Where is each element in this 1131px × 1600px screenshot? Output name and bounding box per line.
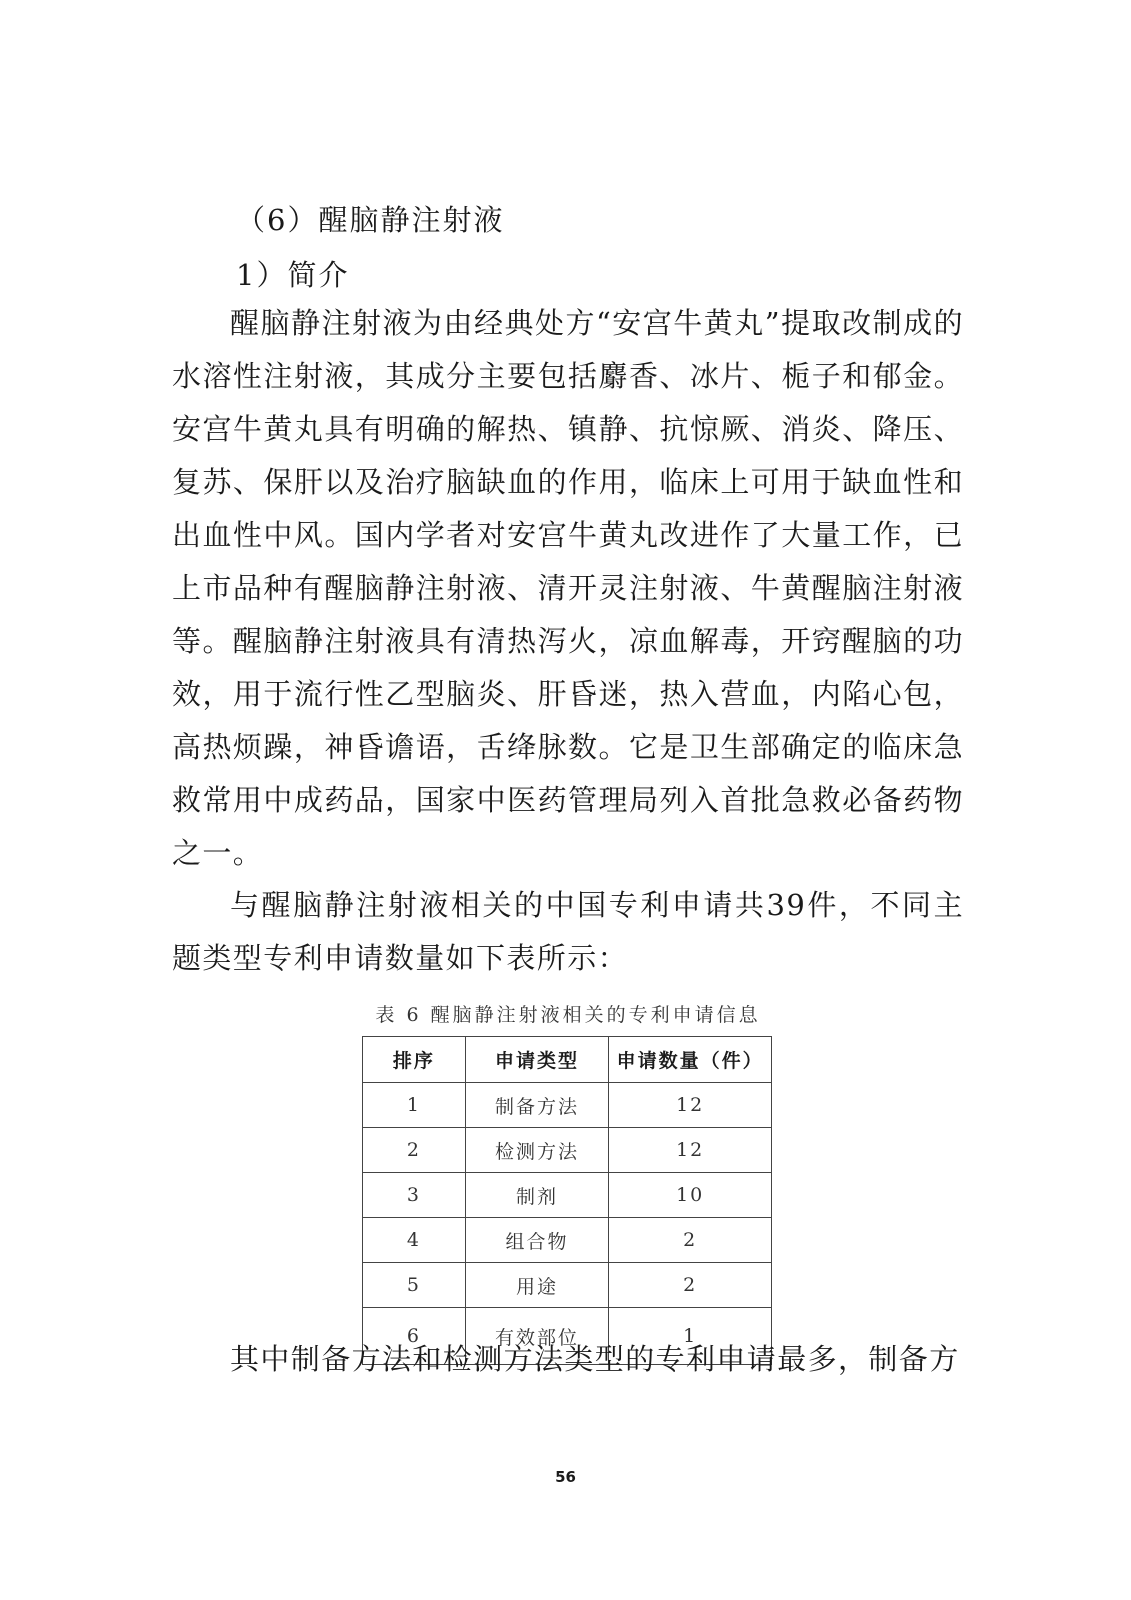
table-row — [363, 1173, 772, 1218]
cell-rank: 3 — [363, 1173, 466, 1218]
cell-count: 2 — [609, 1218, 772, 1263]
cell-type: 组合物 — [465, 1218, 609, 1263]
header-type: 申请类型 — [465, 1037, 609, 1083]
table-row — [363, 1083, 772, 1128]
patent-table — [362, 1036, 772, 1365]
cell-count: 10 — [609, 1173, 772, 1218]
page-number: 56 — [555, 1468, 576, 1486]
table-caption: 表 6 醒脑静注射液相关的专利申请信息 — [375, 1004, 761, 1026]
header-count: 申请数量（件） — [609, 1037, 772, 1083]
summary-paragraph: 其中制备方法和检测方法类型的专利申请最多，制备方 — [230, 1342, 960, 1376]
cell-type: 制备方法 — [465, 1083, 609, 1128]
cell-type: 检测方法 — [465, 1128, 609, 1173]
table-header-row — [363, 1037, 772, 1083]
cell-rank: 5 — [363, 1263, 466, 1308]
section-heading: （6）醒脑静注射液 — [236, 203, 505, 237]
header-rank: 排序 — [363, 1037, 466, 1083]
cell-type: 用途 — [465, 1263, 609, 1308]
subheading-intro: 1）简介 — [236, 258, 350, 292]
table-row — [363, 1263, 772, 1308]
cell-count: 12 — [609, 1083, 772, 1128]
cell-rank: 4 — [363, 1218, 466, 1263]
cell-rank: 2 — [363, 1128, 466, 1173]
cell-rank: 6 — [363, 1308, 466, 1365]
cell-count: 2 — [609, 1263, 772, 1308]
cell-count: 12 — [609, 1128, 772, 1173]
cell-type: 制剂 — [465, 1173, 609, 1218]
table-row — [363, 1218, 772, 1263]
cell-type: 有效部位 — [465, 1308, 609, 1365]
patent-count-paragraph: 与醒脑静注射液相关的中国专利申请共39件，不同主题类型专利申请数量如下表所示： — [172, 888, 964, 975]
cell-count: 1 — [609, 1308, 772, 1365]
cell-rank: 1 — [363, 1083, 466, 1128]
intro-paragraph: 醒脑静注射液为由经典处方“安宫牛黄丸”提取改制成的水溶性注射液，其成分主要包括麝香、冰片、栀子和郁金。安宫牛黄丸具有明确的解热、镇静、抗惊厥、消炎、降压、复苏、保肝以及治疗脑缺血的作用，临床上可用于缺血性和出血性中风。国内学者对安宫牛黄丸改进作了大量工作，已上市品种有醒脑静注射液、清开灵注射液、牛黄醒脑注射液等。醒脑静注射液具有清热泻火，凉血解毒，开窍醒脑的功效，用于流行性乙型脑炎、肝昏迷，热入营血，内陷心包，高热烦躁，神昏谵语，舌绛脉数。它是卫生部确定的临床急救常用中成药品，国家中医药管理局列入首批急救必备药物之一。 — [172, 306, 964, 870]
table-row — [363, 1128, 772, 1173]
